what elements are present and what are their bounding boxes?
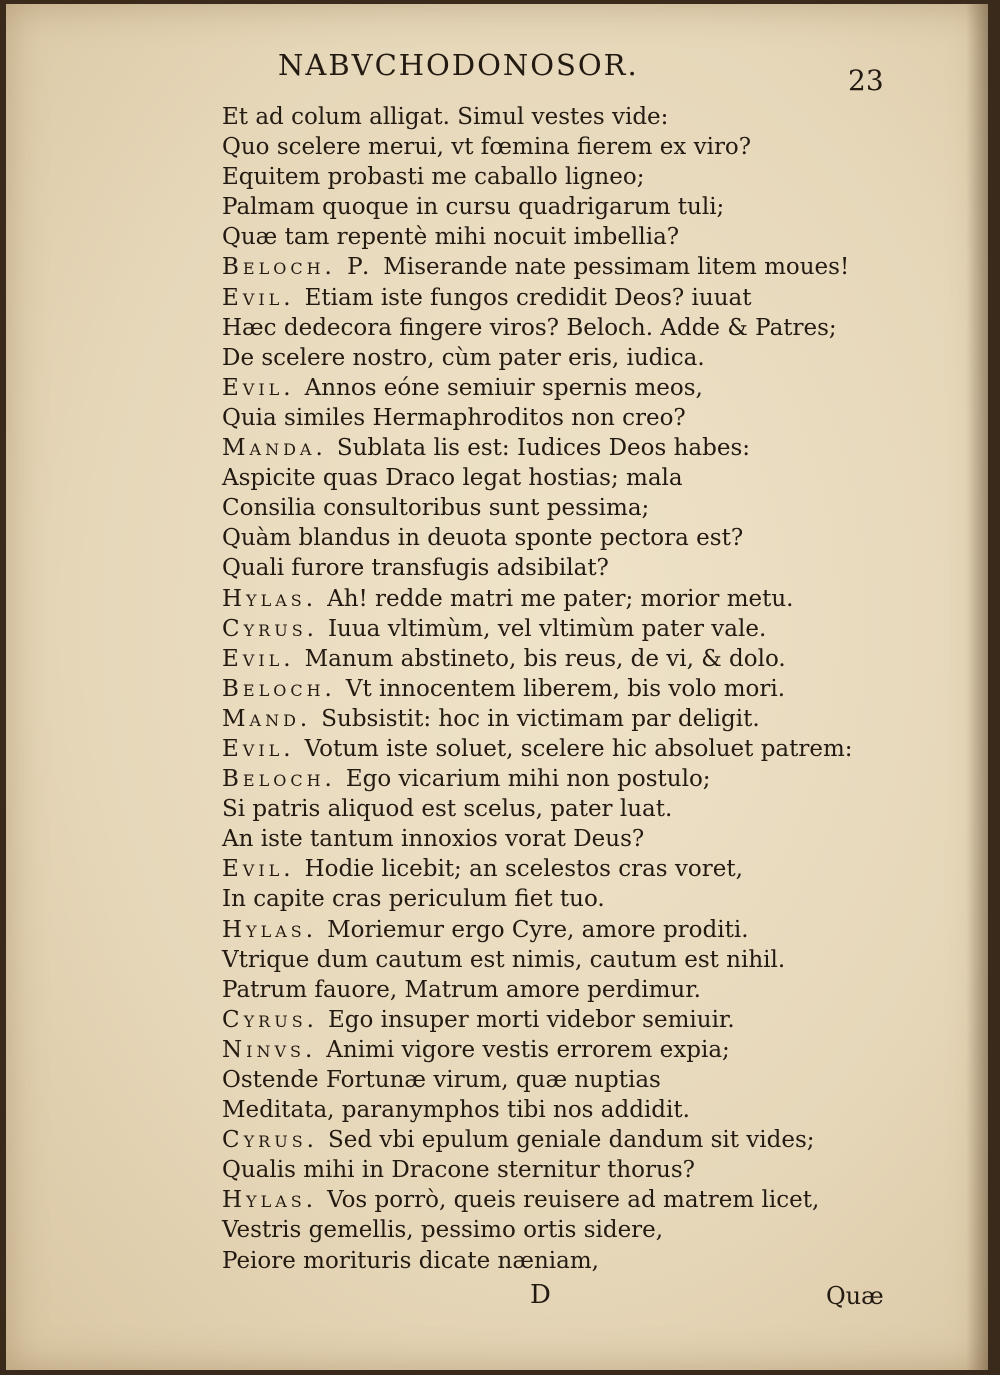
verse-text: Etiam iste fungos credidit Deos? iuuat	[304, 284, 752, 311]
verse-text: Vt innocentem liberem, bis volo mori.	[345, 675, 786, 702]
speaker-name: Hylas.	[222, 916, 318, 943]
verse-line	[222, 162, 872, 192]
speaker-name: Hylas.	[222, 1187, 318, 1214]
verse-text: Votum iste soluet, scelere hic absoluet patrem:	[304, 735, 853, 762]
verse-line	[222, 313, 872, 343]
verse-line	[222, 975, 872, 1005]
verse-line	[222, 1005, 872, 1035]
speaker-name: Evil.	[222, 645, 295, 672]
verse-line	[222, 1125, 872, 1155]
verse-line	[222, 854, 872, 884]
verse-text: Ostende Fortunæ virum, quæ nuptias	[222, 1067, 661, 1093]
verse-line	[222, 704, 872, 734]
speaker-name: Cyrus.	[222, 1006, 318, 1033]
verse-line	[222, 1155, 872, 1185]
verse-text: Sed vbi epulum geniale dandum sit vides;	[327, 1127, 815, 1154]
verse-line	[222, 884, 872, 914]
verse-line	[222, 794, 872, 824]
verse-line	[222, 584, 872, 614]
verse-text: Et ad colum alligat. Simul vestes vide:	[222, 104, 669, 130]
verse-line	[222, 614, 872, 644]
verse-text: Consilia consultoribus sunt pessima;	[222, 495, 650, 522]
verse-line	[222, 1035, 872, 1065]
catchword: Quæ	[826, 1282, 884, 1310]
verse-line	[222, 945, 872, 975]
verse-text: Miserande nate pessimam litem moues!	[383, 254, 850, 281]
running-head: NABVCHODONOSOR.	[278, 48, 639, 82]
book-page	[6, 4, 988, 1370]
signature-mark: D	[530, 1280, 551, 1310]
verse-line	[222, 1065, 872, 1095]
verse-text: Sublata lis est: Iudices Deos habes:	[336, 435, 750, 462]
speaker-name: Manda.	[222, 435, 327, 462]
verse-line	[222, 102, 872, 132]
verse-line	[222, 192, 872, 222]
verse-line	[222, 283, 872, 313]
verse-text: Ego insuper morti videbor semiuir.	[327, 1006, 735, 1033]
verse-text: Patrum fauore, Matrum amore perdimur.	[222, 976, 701, 1003]
verse-text: Moriemur ergo Cyre, amore proditi.	[327, 916, 749, 943]
verse-text: Manum abstineto, bis reus, de vi, & dolo.	[304, 645, 786, 672]
verse-text: An iste tantum innoxios vorat Deus?	[222, 826, 645, 853]
verse-text: Hæc dedecora fingere viros? Beloch. Adde & Patres;	[222, 314, 837, 341]
verse-text: Hodie licebit; an scelestos cras voret,	[304, 856, 743, 883]
verse-line	[222, 764, 872, 794]
speaker-name: Evil.	[222, 735, 295, 762]
verse-line	[222, 1185, 872, 1215]
verse-line	[222, 644, 872, 674]
speaker-name: Cyrus.	[222, 1127, 318, 1154]
verse-text: Aspicite quas Draco legat hostias; mala	[222, 465, 683, 492]
speaker-name: Evil.	[222, 374, 295, 401]
verse-line	[222, 433, 872, 463]
verse-text: Quali furore transfugis adsibilat?	[222, 555, 609, 582]
verse-text: Vtrique dum cautum est nimis, cautum est nihil.	[222, 946, 786, 973]
verse-line	[222, 343, 872, 373]
verse-line	[222, 674, 872, 704]
speaker-name: Mand.	[222, 705, 312, 732]
verse-line	[222, 915, 872, 945]
verse-line	[222, 463, 872, 493]
verse-line	[222, 824, 872, 854]
verse-line	[222, 252, 872, 282]
verse-text: Equitem probasti me caballo ligneo;	[222, 164, 645, 191]
speaker-name: Beloch.	[222, 675, 336, 702]
verse-line	[222, 1215, 872, 1245]
verse-text: Vos porrò, queis reuisere ad matrem licet,	[327, 1187, 820, 1214]
verse-text: Subsistit: hoc in victimam par deligit.	[321, 705, 760, 732]
verse-text: Iuua vltimùm, vel vltimùm pater vale.	[327, 615, 767, 642]
speaker-name: Hylas.	[222, 585, 318, 612]
verse-text: Qualis mihi in Dracone sternitur thorus?	[222, 1157, 695, 1184]
verse-text-block	[222, 102, 872, 1276]
verse-line	[222, 222, 872, 252]
verse-text: In capite cras periculum fiet tuo.	[222, 886, 605, 913]
speaker-name: Beloch. P.	[222, 254, 374, 281]
verse-line	[222, 553, 872, 583]
verse-text: Vestris gemellis, pessimo ortis sidere,	[222, 1217, 664, 1244]
verse-line	[222, 734, 872, 764]
verse-line	[222, 1095, 872, 1125]
verse-text: Meditata, paranymphos tibi nos addidit.	[222, 1097, 690, 1124]
verse-line	[222, 1246, 872, 1276]
verse-text: Annos eóne semiuir spernis meos,	[304, 374, 703, 401]
verse-line	[222, 493, 872, 523]
verse-line	[222, 132, 872, 162]
verse-text: Quæ tam repentè mihi nocuit imbellia?	[222, 224, 680, 251]
verse-text: Animi vigore vestis errorem expia;	[326, 1036, 730, 1063]
verse-line	[222, 523, 872, 553]
page-gutter-shadow	[966, 4, 988, 1370]
verse-text: Quàm blandus in deuota sponte pectora est?	[222, 525, 744, 552]
verse-text: Quia similes Hermaphroditos non creo?	[222, 404, 686, 431]
verse-text: Ego vicarium mihi non postulo;	[345, 766, 711, 793]
verse-line	[222, 403, 872, 433]
verse-text: Ah! redde matri me pater; morior metu.	[327, 585, 794, 612]
speaker-name: Beloch.	[222, 766, 336, 793]
page-number: 23	[848, 64, 884, 97]
speaker-name: Evil.	[222, 284, 295, 311]
speaker-name: Ninvs.	[222, 1036, 317, 1063]
verse-line	[222, 373, 872, 403]
speaker-name: Cyrus.	[222, 615, 318, 642]
verse-text: Peiore morituris dicate næniam,	[222, 1247, 599, 1274]
verse-text: De scelere nostro, cùm pater eris, iudica.	[222, 344, 705, 371]
verse-text: Quo scelere merui, vt fœmina fierem ex viro?	[222, 134, 752, 161]
verse-text: Palmam quoque in cursu quadrigarum tuli;	[222, 194, 725, 221]
verse-text: Si patris aliquod est scelus, pater luat.	[222, 796, 673, 823]
speaker-name: Evil.	[222, 856, 295, 883]
